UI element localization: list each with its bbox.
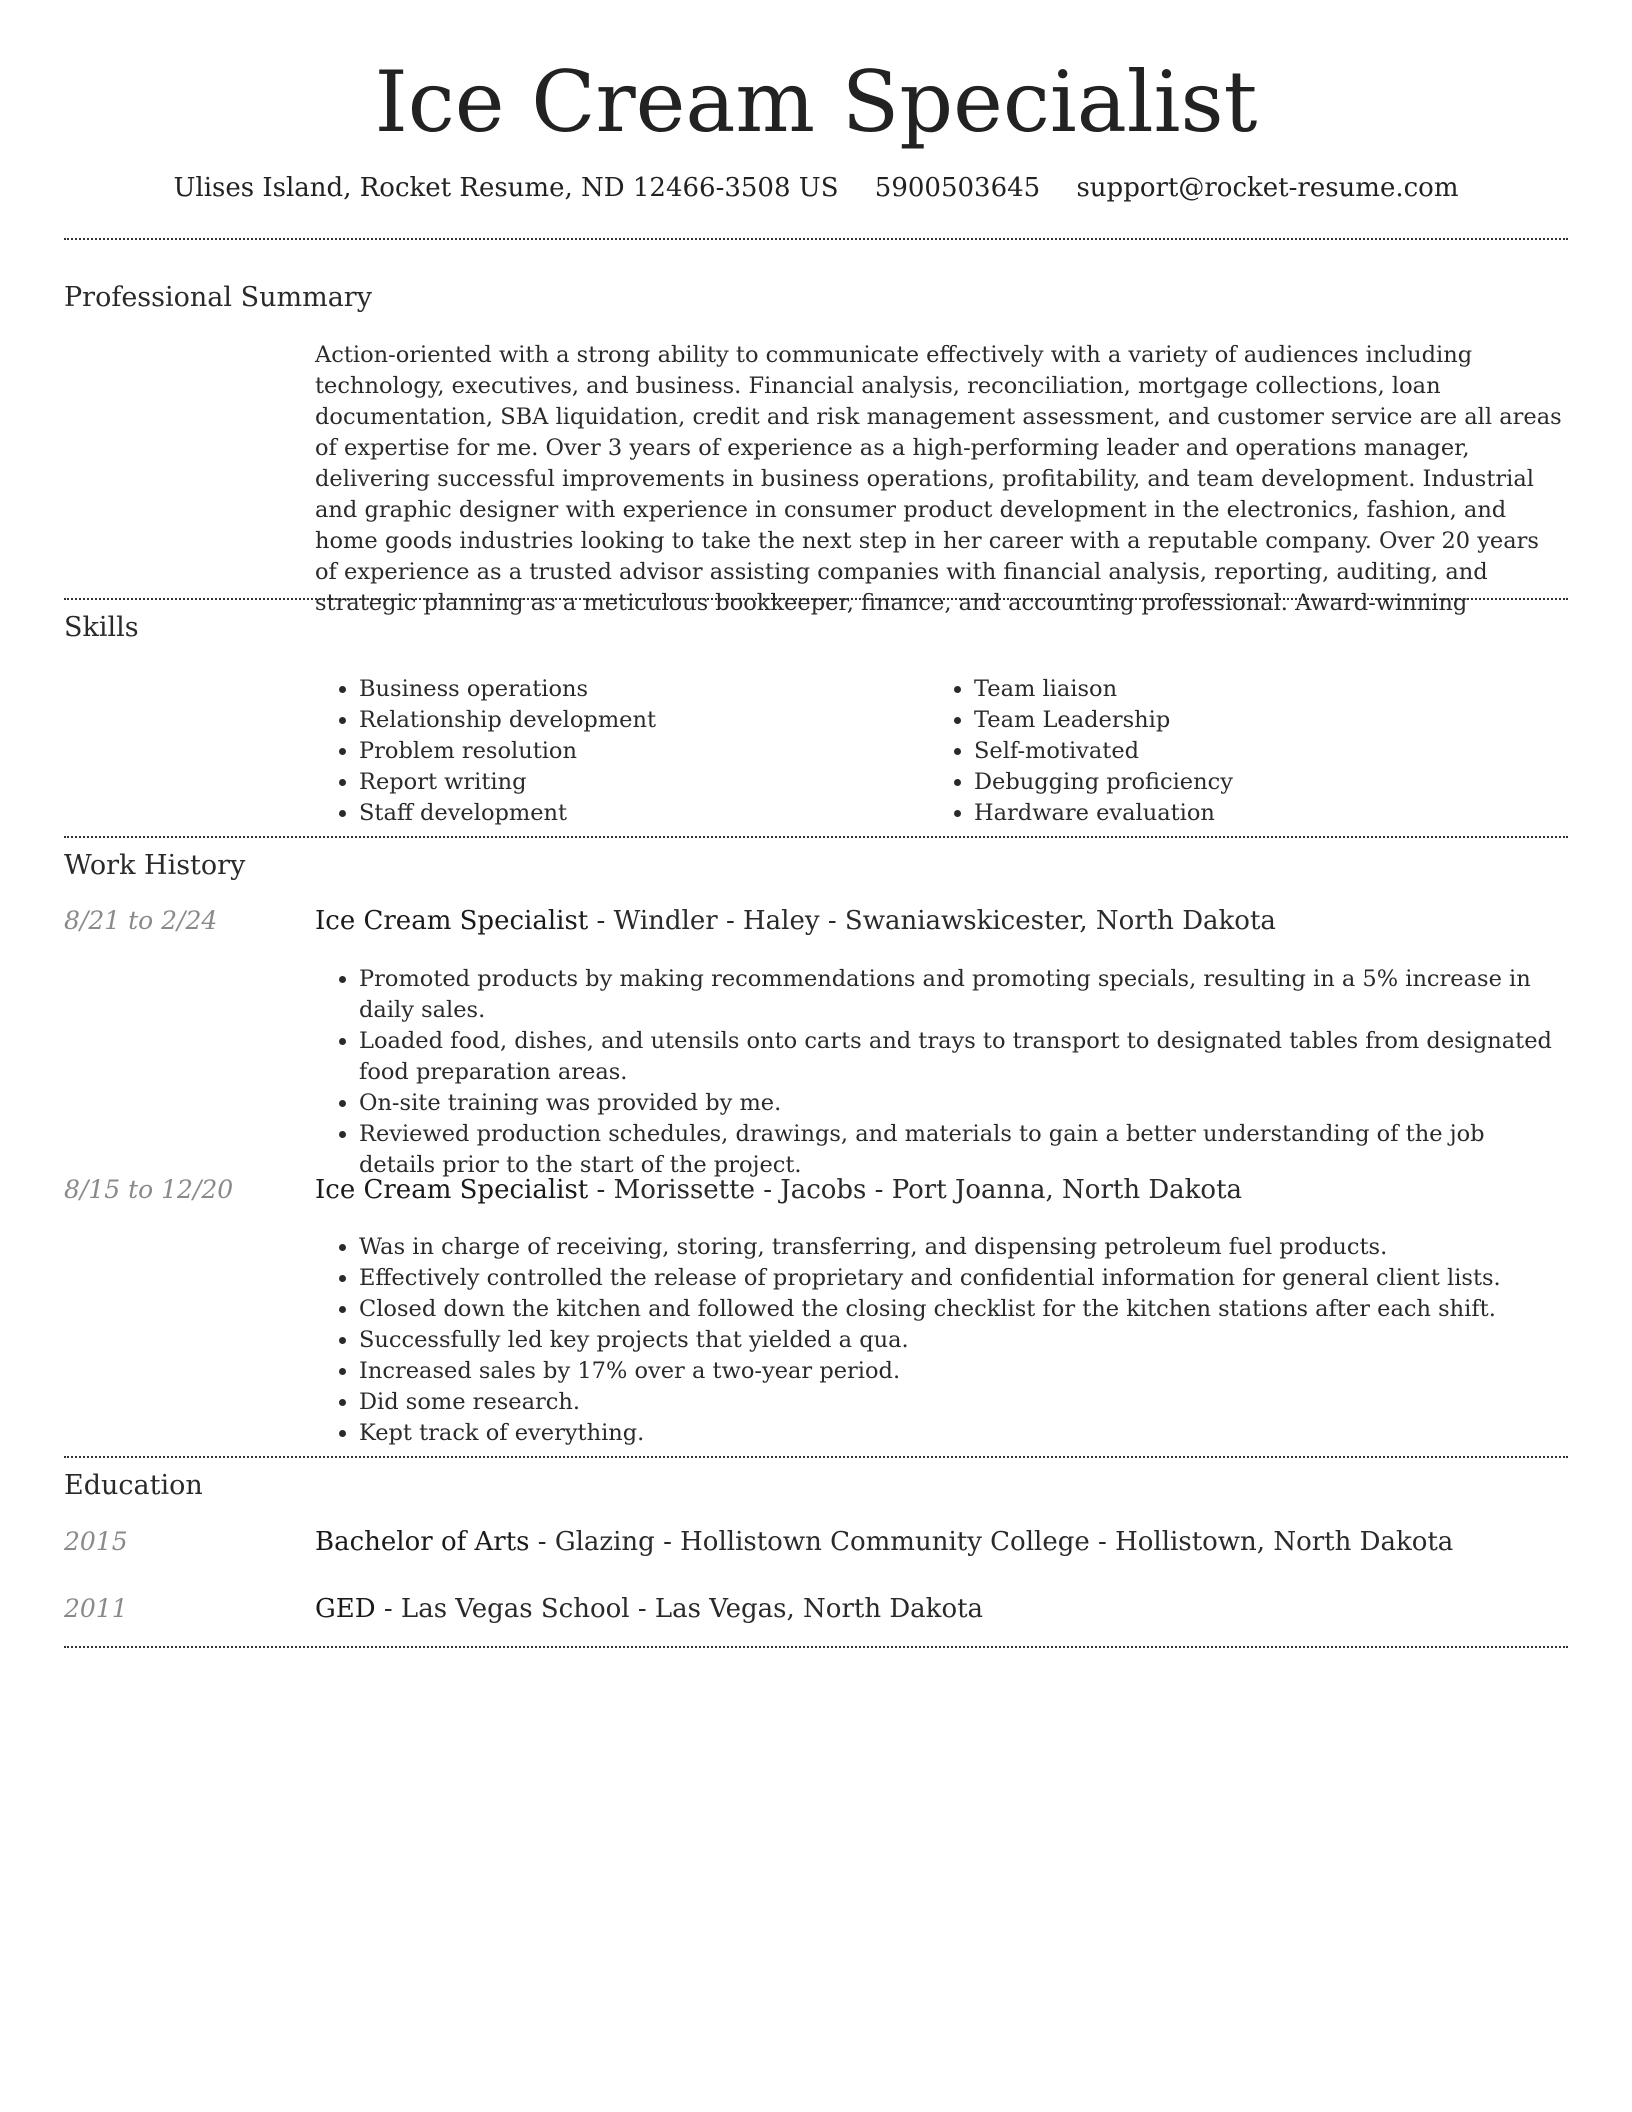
divider [64,1646,1568,1648]
job-employer: - Windler - Haley - Swaniawskicester, North Dakota [588,906,1276,936]
job-bullet: • On-site training was provided by me. [359,1088,1565,1119]
divider [64,1456,1568,1458]
education-year: 2015 [64,1527,128,1556]
skill-item: • Debugging proficiency [974,767,1550,798]
skills-right-column [930,674,1550,829]
job-bullet: • Closed down the kitchen and followed the closing checklist for the kitchen stations after each shift. [359,1294,1565,1325]
job-bullet: • Reviewed production schedules, drawings, and materials to gain a better understanding of the job details prior to the start of the project. [359,1119,1565,1181]
job-dates: 8/21 to 2/24 [64,906,218,935]
resume-title: Ice Cream Specialist [374,53,1258,151]
work-heading: Work History [64,850,246,881]
education-degree: GED [315,1594,376,1624]
skill-item: • Self-motivated [974,736,1550,767]
job-bullets [315,1232,1565,1449]
education-detail: - Las Vegas School - Las Vegas, North Dakota [375,1594,984,1624]
job-bullet: • Successfully led key projects that yielded a qua. [359,1325,1565,1356]
job-bullet: • Did some research. [359,1387,1565,1418]
job-bullet: • Loaded food, dishes, and utensils onto carts and trays to transport to designated tables from designated food preparation areas. [359,1026,1565,1088]
job-employer: - Morissette - Jacobs - Port Joanna, North Dakota [588,1175,1243,1205]
job-bullet: • Was in charge of receiving, storing, transferring, and dispensing petroleum fuel products. [359,1232,1565,1263]
divider [64,238,1568,240]
summary-text: Action-oriented with a strong ability to communicate effectively with a variety of audiences including technology, executives, and business. Financial analysis, reconciliation, mortgage collections, loan documentation, SBA liquidation, credit and risk management assessment, and customer service are all areas of expertise for me. Over 3 years of experience as a high-performing leader and operations manager, delivering successful improvements in business operations, profitability, and team development. Industrial and graphic designer with experience in consumer product development in the electronics, fashion, and home goods industries looking to take the next step in her career with a reputable company. Over 20 years of experience as a trusted advisor assisting companies with financial analysis, reporting, auditing, and strategic planning as a meticulous bookkeeper, finance, and accounting professional. Award-winning [315,342,1562,616]
education-entry [315,1525,1453,1559]
summary-heading: Professional Summary [64,282,372,313]
job-title: Ice Cream Specialist [315,906,589,936]
skills-left-column [315,674,915,829]
job-heading [315,1173,1242,1207]
contact-address: Ulises Island, Rocket Resume, ND 12466-3508 US [173,173,839,203]
skill-item: • Team liaison [974,674,1550,705]
job-heading [315,904,1276,938]
divider [64,836,1568,838]
skill-item: • Relationship development [359,705,915,736]
education-year: 2011 [64,1594,128,1623]
contact-line [0,168,1632,208]
contact-phone: 5900503645 [874,173,1041,203]
skills-heading: Skills [64,612,139,643]
skill-item: • Business operations [359,674,915,705]
education-heading: Education [64,1470,203,1501]
divider [64,598,1568,600]
contact-email: support@rocket-resume.com [1076,173,1459,203]
education-degree: Bachelor of Arts [315,1527,530,1557]
skill-item: • Staff development [359,798,915,829]
skill-item: • Hardware evaluation [974,798,1550,829]
job-title: Ice Cream Specialist [315,1175,589,1205]
skill-item: • Team Leadership [974,705,1550,736]
education-detail: - Glazing - Hollistown Community College - Hollistown, North Dakota [529,1527,1454,1557]
job-bullet: • Promoted products by making recommendations and promoting specials, resulting in a 5% increase in daily sales. [359,964,1565,1026]
job-bullet: • Increased sales by 17% over a two-year period. [359,1356,1565,1387]
job-dates: 8/15 to 12/20 [64,1175,234,1204]
education-entry [315,1592,983,1626]
job-bullet: • Kept track of everything. [359,1418,1565,1449]
job-bullets [315,964,1565,1181]
skill-item: • Report writing [359,767,915,798]
job-bullet: • Effectively controlled the release of proprietary and confidential information for general client lists. [359,1263,1565,1294]
skill-item: • Problem resolution [359,736,915,767]
